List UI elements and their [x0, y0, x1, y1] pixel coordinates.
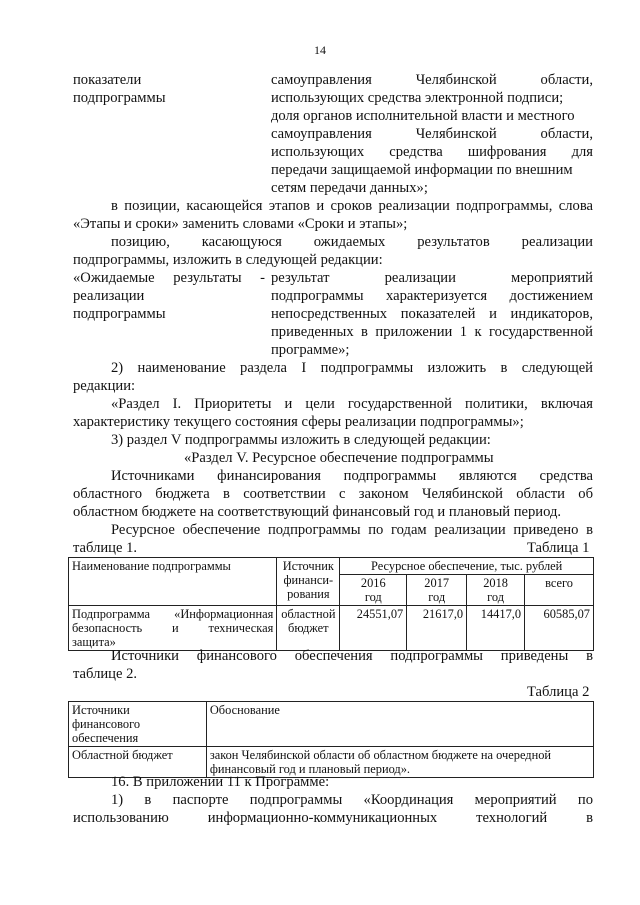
year-label: 2016: [360, 576, 386, 590]
passport-right-line: использующих средства электронной подписи;: [271, 90, 564, 106]
results-right-line: непосредственных показателей и индикаторов,: [271, 306, 593, 322]
table1-header-total: всего: [525, 575, 594, 606]
table1-value-2017: 21617,0: [407, 606, 467, 651]
results-right-line: приведенных в приложении 1 к государственной: [271, 324, 593, 340]
paragraph-line: «Этапы и сроки» заменить словами «Сроки и этапы»;: [73, 216, 408, 232]
table1-header-name: Наименование подпрограммы: [69, 558, 277, 606]
page-number: 14: [314, 43, 326, 57]
row-name-line: защита»: [72, 635, 116, 649]
table-2: [68, 701, 594, 778]
table1-row-name: [69, 606, 277, 651]
table1-header-resources: Ресурсное обеспечение, тыс. рублей: [340, 558, 594, 575]
results-right-line: программе»;: [271, 342, 350, 358]
table2-row-source: Областной бюджет: [69, 747, 207, 778]
paragraph-line: характеристику текущего состояния сферы реализации подпрограммы»;: [73, 414, 524, 430]
paragraph-line: Ресурсное обеспечение подпрограммы по годам реализации приведено в: [111, 522, 593, 538]
passport-right-line: передачи защищаемой информации по внешним: [271, 162, 573, 178]
row-basis-line: закон Челябинской области об областном бюджете на очередной: [209, 748, 552, 762]
passport-right-line: доля органов исполнительной власти и местного: [271, 108, 575, 124]
paragraph-line: таблице 2.: [73, 666, 138, 682]
header-sources-line: обеспечения: [72, 731, 139, 745]
paragraph-line: в позиции, касающейся этапов и сроков реализации подпрограммы, слова: [111, 198, 593, 214]
paragraph-line: областном бюджете на соответствующий финансовый год и плановый период.: [73, 504, 562, 520]
section-title: «Раздел V. Ресурсное обеспечение подпрограммы: [184, 450, 494, 466]
results-left-line: реализации: [73, 288, 145, 304]
table2-caption: Таблица 2: [527, 684, 590, 700]
table2-header-sources: [69, 702, 207, 747]
paragraph-line: областного бюджета в соответствии с законом Челябинской области об: [73, 486, 593, 502]
row-name-line: Подпрограмма «Информационная: [72, 607, 274, 621]
table1-header-source: [277, 558, 340, 606]
row-name-line: безопасность и техническая: [72, 621, 274, 635]
paragraph-line: Источники финансового обеспечения подпрограммы приведены в: [111, 648, 593, 664]
paragraph-line: 1) в паспорте подпрограммы «Координация мероприятий по: [111, 792, 593, 808]
table1-header-year: [467, 575, 525, 606]
results-right-line: результат реализации мероприятий: [271, 270, 593, 286]
paragraph-line: таблице 1.: [73, 540, 138, 556]
header-source-line: рования: [287, 587, 330, 601]
passport-right-line: сетям передачи данных»;: [271, 180, 428, 196]
table2-header-basis: Обоснование: [206, 702, 593, 747]
passport-right-line: самоуправления Челябинской области,: [271, 72, 593, 88]
paragraph-line: использованию информационно-коммуникационных технологий в: [73, 810, 593, 826]
table-row: [69, 606, 594, 651]
results-left-line: подпрограммы: [73, 306, 166, 322]
row-basis-line: финансовый год и плановый период».: [209, 762, 411, 776]
header-sources-line: финансового: [72, 717, 141, 731]
year-unit: год: [487, 590, 505, 604]
row-source-line: бюджет: [288, 621, 329, 635]
passport-left-line: подпрограммы: [73, 90, 166, 106]
table1-caption: Таблица 1: [527, 540, 590, 556]
header-source-line: финанси-: [283, 573, 334, 587]
header-sources-line: Источники: [72, 703, 130, 717]
passport-left-line: показатели: [73, 72, 142, 88]
table1-row-source: [277, 606, 340, 651]
paragraph-line: 16. В приложении 11 к Программе:: [111, 774, 330, 790]
paragraph-line: позицию, касающуюся ожидаемых результатов реализации: [111, 234, 593, 250]
passport-right-line: использующих средства шифрования для: [271, 144, 593, 160]
table-1: [68, 557, 594, 651]
passport-right-line: самоуправления Челябинской области,: [271, 126, 593, 142]
year-unit: год: [428, 590, 446, 604]
results-left-line: «Ожидаемые результаты -: [73, 270, 265, 286]
year-label: 2017: [424, 576, 450, 590]
row-source-line: областной: [281, 607, 336, 621]
results-right-line: подпрограммы характеризуется достижением: [271, 288, 593, 304]
paragraph-line: Источниками финансирования подпрограммы являются средства: [111, 468, 593, 484]
table1-header-year: [407, 575, 467, 606]
year-label: 2018: [483, 576, 508, 590]
table1-value-2016: 24551,07: [340, 606, 407, 651]
paragraph-line: 2) наименование раздела I подпрограммы изложить в следующей: [111, 360, 593, 376]
paragraph-line: «Раздел I. Приоритеты и цели государственной политики, включая: [111, 396, 593, 412]
table1-value-2018: 14417,0: [467, 606, 525, 651]
year-unit: год: [364, 590, 382, 604]
header-source-line: Источник: [282, 559, 334, 573]
paragraph-line: 3) раздел V подпрограммы изложить в следующей редакции:: [111, 432, 491, 448]
table1-value-total: 60585,07: [525, 606, 594, 651]
paragraph-line: подпрограммы, изложить в следующей редакции:: [73, 252, 383, 268]
table1-header-year: [340, 575, 407, 606]
paragraph-line: редакции:: [73, 378, 136, 394]
